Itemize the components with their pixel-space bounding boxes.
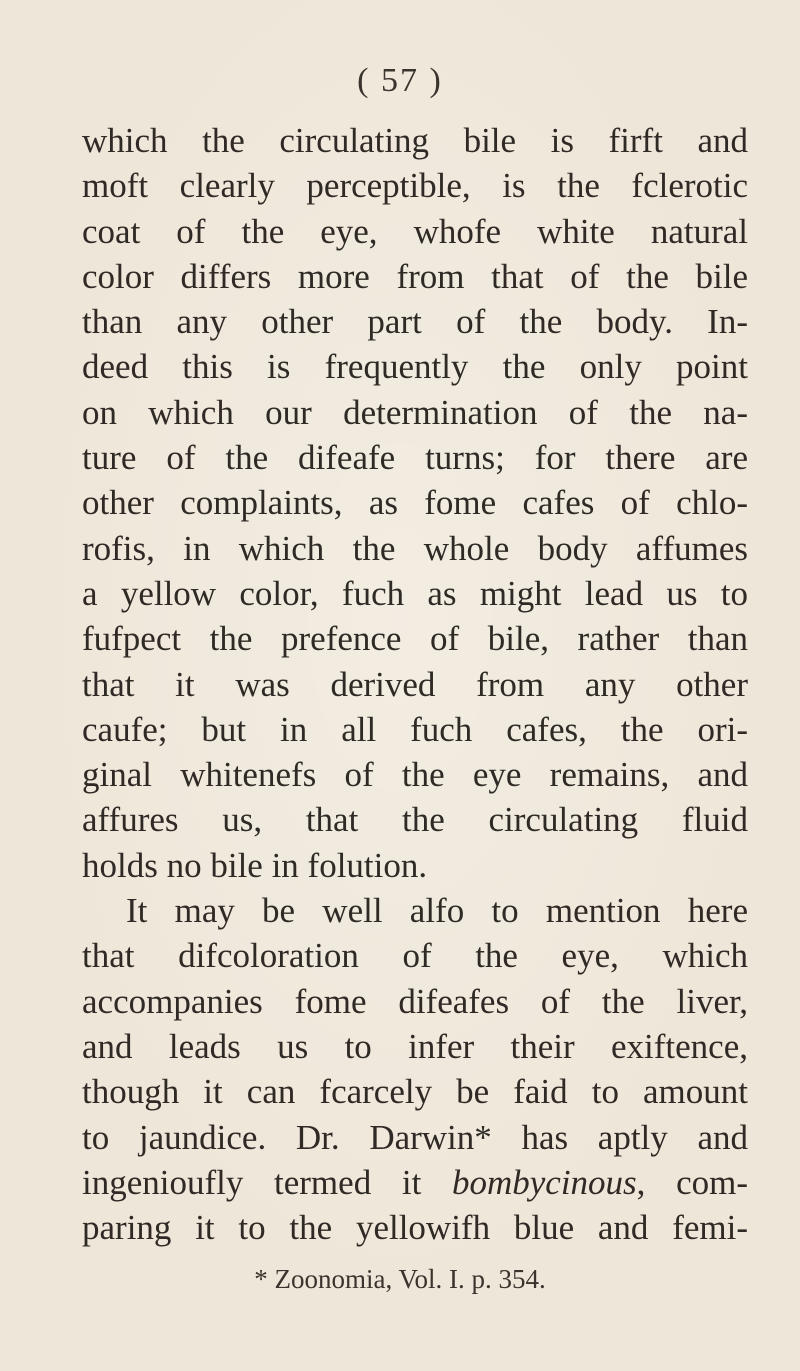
text-line: and leads us to infer their exiftence, [82,1026,748,1066]
text-line: ginal whitenefs of the eye remains, and [82,755,748,795]
text-line: ture of the difeafe turns; for there are [82,438,748,478]
text-line: to jaundice. Dr. Darwin* has aptly and [82,1117,748,1157]
text-line: fufpect the prefence of bile, rather than [82,619,748,659]
text-line: that difcoloration of the eye, which [82,936,748,976]
text-line: deed this is frequently the only point [82,347,748,387]
text-line-paragraph-end: holds no bile in folution. [82,845,428,885]
text-line: caufe; but in all fuch cafes, the ori- [82,709,748,749]
text-line: accompanies fome difeafes of the liver, [82,981,748,1021]
text-line: moft clearly perceptible, is the fclerotic [82,166,748,206]
text-line-paragraph-start: It may be well alfo to mention here [126,891,748,931]
text-line: other complaints, as fome cafes of chlo- [82,483,748,523]
text-line: on which our determination of the na- [82,392,748,432]
text-line: that it was derived from any other [82,664,748,704]
text-line: which the circulating bile is firft and [82,121,748,160]
text-segment: , com- [636,1162,748,1202]
text-line: though it can fcarcely be faid to amount [82,1072,748,1112]
text-segment: ingenioufly termed it [82,1162,452,1202]
text-line: a yellow color, fuch as might lead us to [82,573,748,613]
text-line: than any other part of the body. In- [82,302,748,342]
text-line: coat of the eye, whofe white natural [82,211,748,251]
italic-term: bombycinous [451,1162,637,1202]
text-line: color differs more from that of the bile [82,256,748,296]
page-number-header: ( 57 ) [357,62,443,99]
text-line: affures us, that the circulating fluid [82,800,748,840]
text-line-with-italic [82,1160,748,1205]
footnote: * Zoonomia, Vol. I. p. 354. [254,1264,546,1294]
body-text [82,118,748,1250]
text-line: paring it to the yellowifh blue and femi- [82,1208,748,1248]
text-line: rofis, in which the whole body affumes [82,528,748,568]
